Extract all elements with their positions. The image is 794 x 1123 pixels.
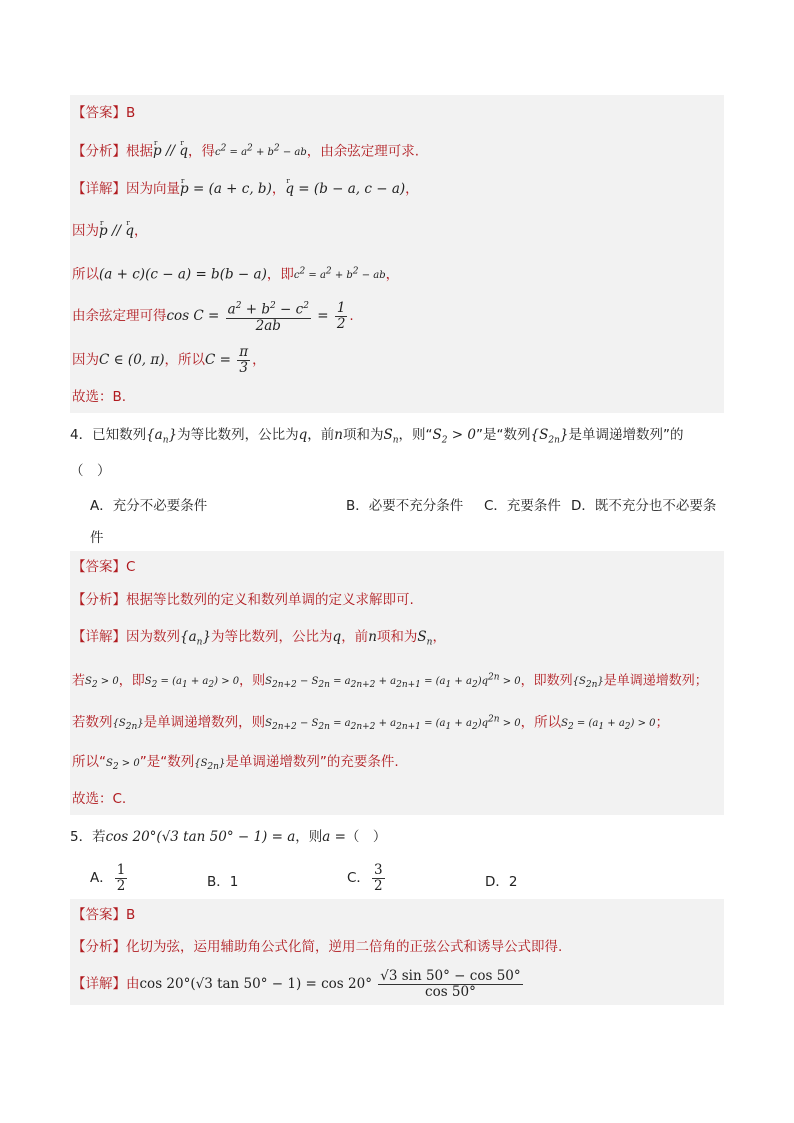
- q3-detail-row-1: 【详解】因为向量r p = (a + c, b)，r q = (b − a, c − a)，: [70, 167, 724, 211]
- q5-option-b: B．1: [207, 874, 239, 890]
- analysis-text: 化切为弦，运用辅助角公式化简，逆用二倍角的正弦公式和诱导公式即得.: [126, 939, 563, 955]
- q3-detail-row-5: 因为C ∈ (0, π)，所以C = $\frac{\pi}{3}$ ，: [70, 339, 724, 381]
- q5-option-d: D．2: [485, 874, 518, 890]
- math-vector-p: r p = (a + c, b): [180, 181, 272, 197]
- math-three-halves: $\frac{3}{2}$: [373, 861, 383, 894]
- q5-text: （ ）: [345, 829, 387, 845]
- detail-text: 是单调递增数列”的充要条件.: [225, 754, 399, 770]
- answer-tag: 【答案】: [72, 105, 126, 121]
- math-diff-expr: $S_{2n+2} - S_{2n} = a_{2n+2} + a_{2n+1} = (a_1 + a_2)q^{2n} > 0$: [265, 673, 521, 691]
- analysis-text: ，得: [188, 143, 215, 160]
- detail-text: 是单调递增数列，则: [143, 714, 266, 731]
- math-product-eq: (a + c)(c − a) = b(b − a): [99, 266, 267, 283]
- answer-tag: 【答案】: [72, 559, 126, 575]
- q4-option-b: B．必要不充分条件: [346, 498, 464, 514]
- math-sn: $S_n$: [417, 629, 433, 648]
- detail-text: 故选：B.: [72, 389, 127, 405]
- q4-detail-row-5: [70, 783, 724, 815]
- q4-paren: （ ）: [70, 463, 111, 479]
- detail-text: ”是“数列: [139, 754, 195, 770]
- q4-option-a: A．充分不必要条件: [90, 498, 208, 514]
- math-c2-eq: $c^2 = a^2 + b^2$ − ab: [215, 144, 307, 159]
- math-diff-expr: $S_{2n+2} - S_{2n} = a_{2n+2} + a_{2n+1} = (a_1 + a_2)q^{2n} > 0$: [265, 715, 521, 733]
- math-s2-gt0: $S_2 > 0$: [432, 427, 476, 446]
- detail-text: 因为: [72, 223, 99, 239]
- math-a: a =: [322, 829, 346, 845]
- math-q5-detail: cos 20°(√3 tan 50° − 1) = cos 20° $\frac{√3 \sin 50^\circ - \cos 50^\circ}{\cos 50^\circ}$: [139, 968, 521, 1000]
- math-q5-expr: cos 20°(√3 tan 50° − 1) = a: [105, 829, 296, 845]
- q4-detail-row-3: 若数列$\{S_{2n}\}$是单调递增数列，则$S_{2n+2} - S_{2n} = a_{2n+2} + a_{2n+1} = (a_1 + a_2)q^{2n} > 0$，所以$S_2 = (a_1 + a_2) > 0$；: [70, 699, 724, 741]
- math-c-value: C = $\frac{\pi}{3}$: [205, 344, 249, 376]
- answer-value: C: [126, 559, 136, 575]
- q4-option-c: C．充要条件: [484, 498, 561, 514]
- q4-stem: [70, 424, 683, 452]
- q3-analysis-row: [70, 131, 724, 167]
- math-n: n: [334, 427, 343, 443]
- analysis-tag: 【分析】: [72, 939, 126, 955]
- q4-text: 项和为: [342, 427, 384, 443]
- q4-text: 是单调递增数列”的: [568, 427, 684, 443]
- detail-text: ，所以: [164, 352, 206, 368]
- q4-text: 为等比数列，公比为: [177, 427, 299, 443]
- q4-text: ，前: [307, 427, 335, 443]
- q5-text: ，则: [295, 829, 323, 845]
- math-c-interval: C ∈ (0, π): [99, 352, 165, 368]
- detail-text: 因为: [72, 352, 99, 368]
- analysis-tag: 【分析】: [72, 143, 126, 160]
- q4-detail-row-2: [70, 657, 724, 699]
- detail-text: 是单调递增数列；: [603, 673, 708, 689]
- q5-option-a: [90, 862, 129, 894]
- q4-text: ”是“数列: [476, 427, 531, 443]
- detail-text: ，即: [118, 673, 145, 689]
- analysis-text: ，由余弦定理可求.: [306, 143, 420, 160]
- q5-detail-row-1: [70, 963, 724, 1005]
- q5-option-c: [347, 862, 387, 894]
- detail-text: 所以“: [72, 754, 106, 770]
- option-label: A．: [90, 870, 113, 886]
- math-sn: $S_n$: [383, 427, 399, 446]
- math-s2n: $\{S_{2n}\}$: [194, 758, 226, 772]
- math-s2-expr: $S_2 = (a_1 + a_2) > 0$: [144, 676, 240, 691]
- q3-detail-row-4: 由余弦定理可得cos C = $\frac{a^2 + b^2 - c^2}{2ab}$ = $\frac{1}{2}$ .: [70, 293, 724, 339]
- math-q: q: [298, 427, 308, 443]
- detail-text: ，即: [266, 266, 294, 283]
- math-p-parallel-q: r p // r q: [153, 143, 188, 159]
- q4-answer-row: [70, 551, 724, 583]
- detail-text: 项和为: [376, 629, 418, 645]
- detail-text: ，即数列: [520, 673, 573, 689]
- math-p-parallel-q: r p // r q: [99, 223, 134, 239]
- math-vector-q: r q = (b − a, c − a): [285, 181, 405, 197]
- detail-text: ，所以: [520, 714, 562, 731]
- q4-text: ，则“: [398, 427, 433, 443]
- detail-text: 所以: [72, 266, 99, 283]
- math-c2-eq: $c^2 = a^2 + b^2$ − ab: [293, 267, 386, 282]
- math-s2-gt0: $S_2 > 0$: [85, 676, 119, 691]
- math-cosine-law: cos C = $\frac{a^2 + b^2 - c^2}{2ab}$ = $\frac{1}{2}$: [166, 300, 346, 334]
- detail-text: 故选：C.: [72, 791, 127, 807]
- math-s2-expr: $S_2 = (a_1 + a_2) > 0$: [561, 718, 656, 733]
- detail-text: 因为数列: [126, 629, 180, 645]
- math-n: n: [368, 629, 377, 645]
- q4-option-d: D．既不充分也不必要条: [571, 498, 717, 514]
- math-s2n: $\{S_{2n}\}$: [112, 718, 144, 733]
- answer-tag: 【答案】: [72, 907, 126, 923]
- detail-tag: 【详解】: [72, 629, 126, 645]
- analysis-tag: 【分析】: [72, 592, 126, 608]
- q5-stem: [70, 826, 386, 848]
- q4-analysis-row: [70, 583, 724, 617]
- q4-detail-row-4: [70, 741, 724, 783]
- math-s2-gt0: $S_2 > 0$: [106, 758, 140, 772]
- q4-text: 4．已知数列: [70, 427, 147, 443]
- q3-detail-row-2: 因为r p // r q，: [70, 211, 724, 251]
- detail-text: 因为向量: [126, 181, 180, 197]
- detail-text: 为等比数列，公比为: [211, 629, 333, 645]
- answer-value: B: [126, 907, 136, 923]
- q3-detail-row-3: 所以(a + c)(c − a) = b(b − a)，即$c^2 = a^2 + b^2$ − ab，: [70, 251, 724, 293]
- q3-detail-row-6: [70, 381, 724, 413]
- q3-answer-row: [70, 95, 724, 131]
- math-an: $\{a_n\}$: [180, 629, 212, 648]
- detail-text: 若数列: [72, 714, 113, 731]
- detail-text: ，前: [341, 629, 369, 645]
- q4-detail-row-1: 【详解】因为数列$\{a_n\}$为等比数列，公比为q，前n项和为$S_n$，: [70, 617, 724, 657]
- analysis-text: 根据: [126, 143, 153, 160]
- detail-tag: 【详解】: [72, 976, 126, 992]
- detail-text: 若: [72, 673, 86, 689]
- detail-text: 由余弦定理可得: [72, 308, 167, 324]
- math-s2n: $\{S_{2n}\}$: [572, 676, 604, 691]
- q5-analysis-row: [70, 931, 724, 963]
- answer-value: B: [126, 105, 136, 121]
- detail-text: 由: [126, 976, 140, 992]
- option-label: C．: [347, 870, 370, 886]
- math-an: $\{a_n\}$: [146, 427, 178, 446]
- math-one-half: $\frac{1}{2}$: [116, 861, 126, 894]
- q4-option-d-wrap: 件: [90, 530, 104, 546]
- math-q: q: [332, 629, 342, 645]
- q5-answer-row: [70, 899, 724, 931]
- analysis-text: 根据等比数列的定义和数列单调的定义求解即可.: [126, 592, 414, 608]
- q5-text: 5．若: [70, 829, 106, 845]
- math-s2n: $\{S_{2n}\}$: [530, 427, 569, 446]
- detail-tag: 【详解】: [72, 181, 126, 197]
- detail-text: ，则: [239, 673, 266, 689]
